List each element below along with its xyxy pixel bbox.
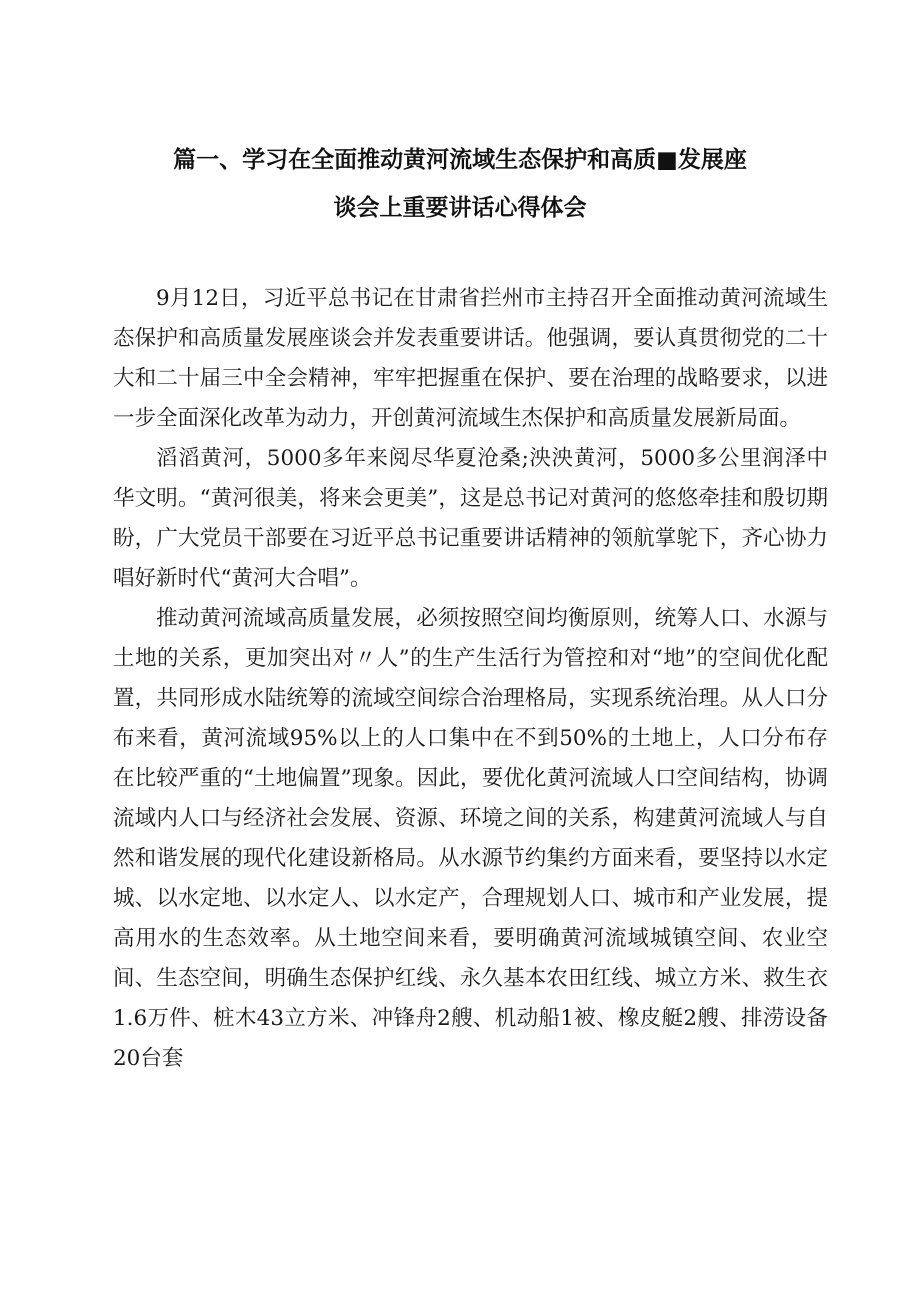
document-title-line-2: 谈会上重要讲话心得体会 — [333, 195, 587, 221]
document-title-line-1: 篇一、学习在全面推动黄河流域生态保护和高质■发展座 — [173, 147, 747, 173]
paragraph-1: 9月12日，习近平总书记在甘肃省拦州市主持召开全面推动黄河流域生态保护和高质量发展座谈会并发表重要讲话。他强调，要认真贯彻党的二十大和二十届三中全会精神，牢牢把握重在保护、要在治理的战略要求，以进一步全面深化改革为动力，开创黄河流域生杰保护和高质量发展新局面。 — [113, 286, 828, 431]
paragraph-3: 推动黄河流域高质量发展，必须按照空间均衡原则，统筹人口、水源与土地的关系，更加突出对〃人”的生产生活行为管控和对“地”的空间优化配置，共同形成水陆统筹的流域空间综合治理格局，实现系统治理。从人口分布来看，黄河流域95%以上的人口集中在不到50%的土地上，人口分布存在比较严重的“土地偏置”现象。因此，要优化黄河流域人口空间结构，协调流域内人口与经济社会发展、资源、环境之间的关系，构建黄河流域人与自然和谐发展的现代化建设新格局。从水源节约集约方面来看，要坚持以水定城、以水定地、以水定人、以水定产，合理规划人口、城市和产业发展，提高用水的生态效率。从土地空间来看，要明确黄河流域城镇空间、农业空间、生态空间，明确生态保护红线、永久基本农田红线、城立方米、救生衣1.6万件、桩木43立方米、冲锋舟2艘、机动船1被、橡皮艇2艘、排涝设备20台套 — [113, 606, 828, 1071]
paragraph-2: 滔滔黄河，5000多年来阅尽华夏沧桑;泱泱黄河，5000多公里润泽中华文明。“黄河很美，将来会更美”，这是总书记对黄河的悠悠牵挂和殷切期盼，广大党员干部要在习近平总书记重要讲话精神的领航掌鸵下，齐心协力唱好新时代“黄河大合唱”。 — [113, 446, 828, 591]
document-body — [113, 279, 828, 1079]
